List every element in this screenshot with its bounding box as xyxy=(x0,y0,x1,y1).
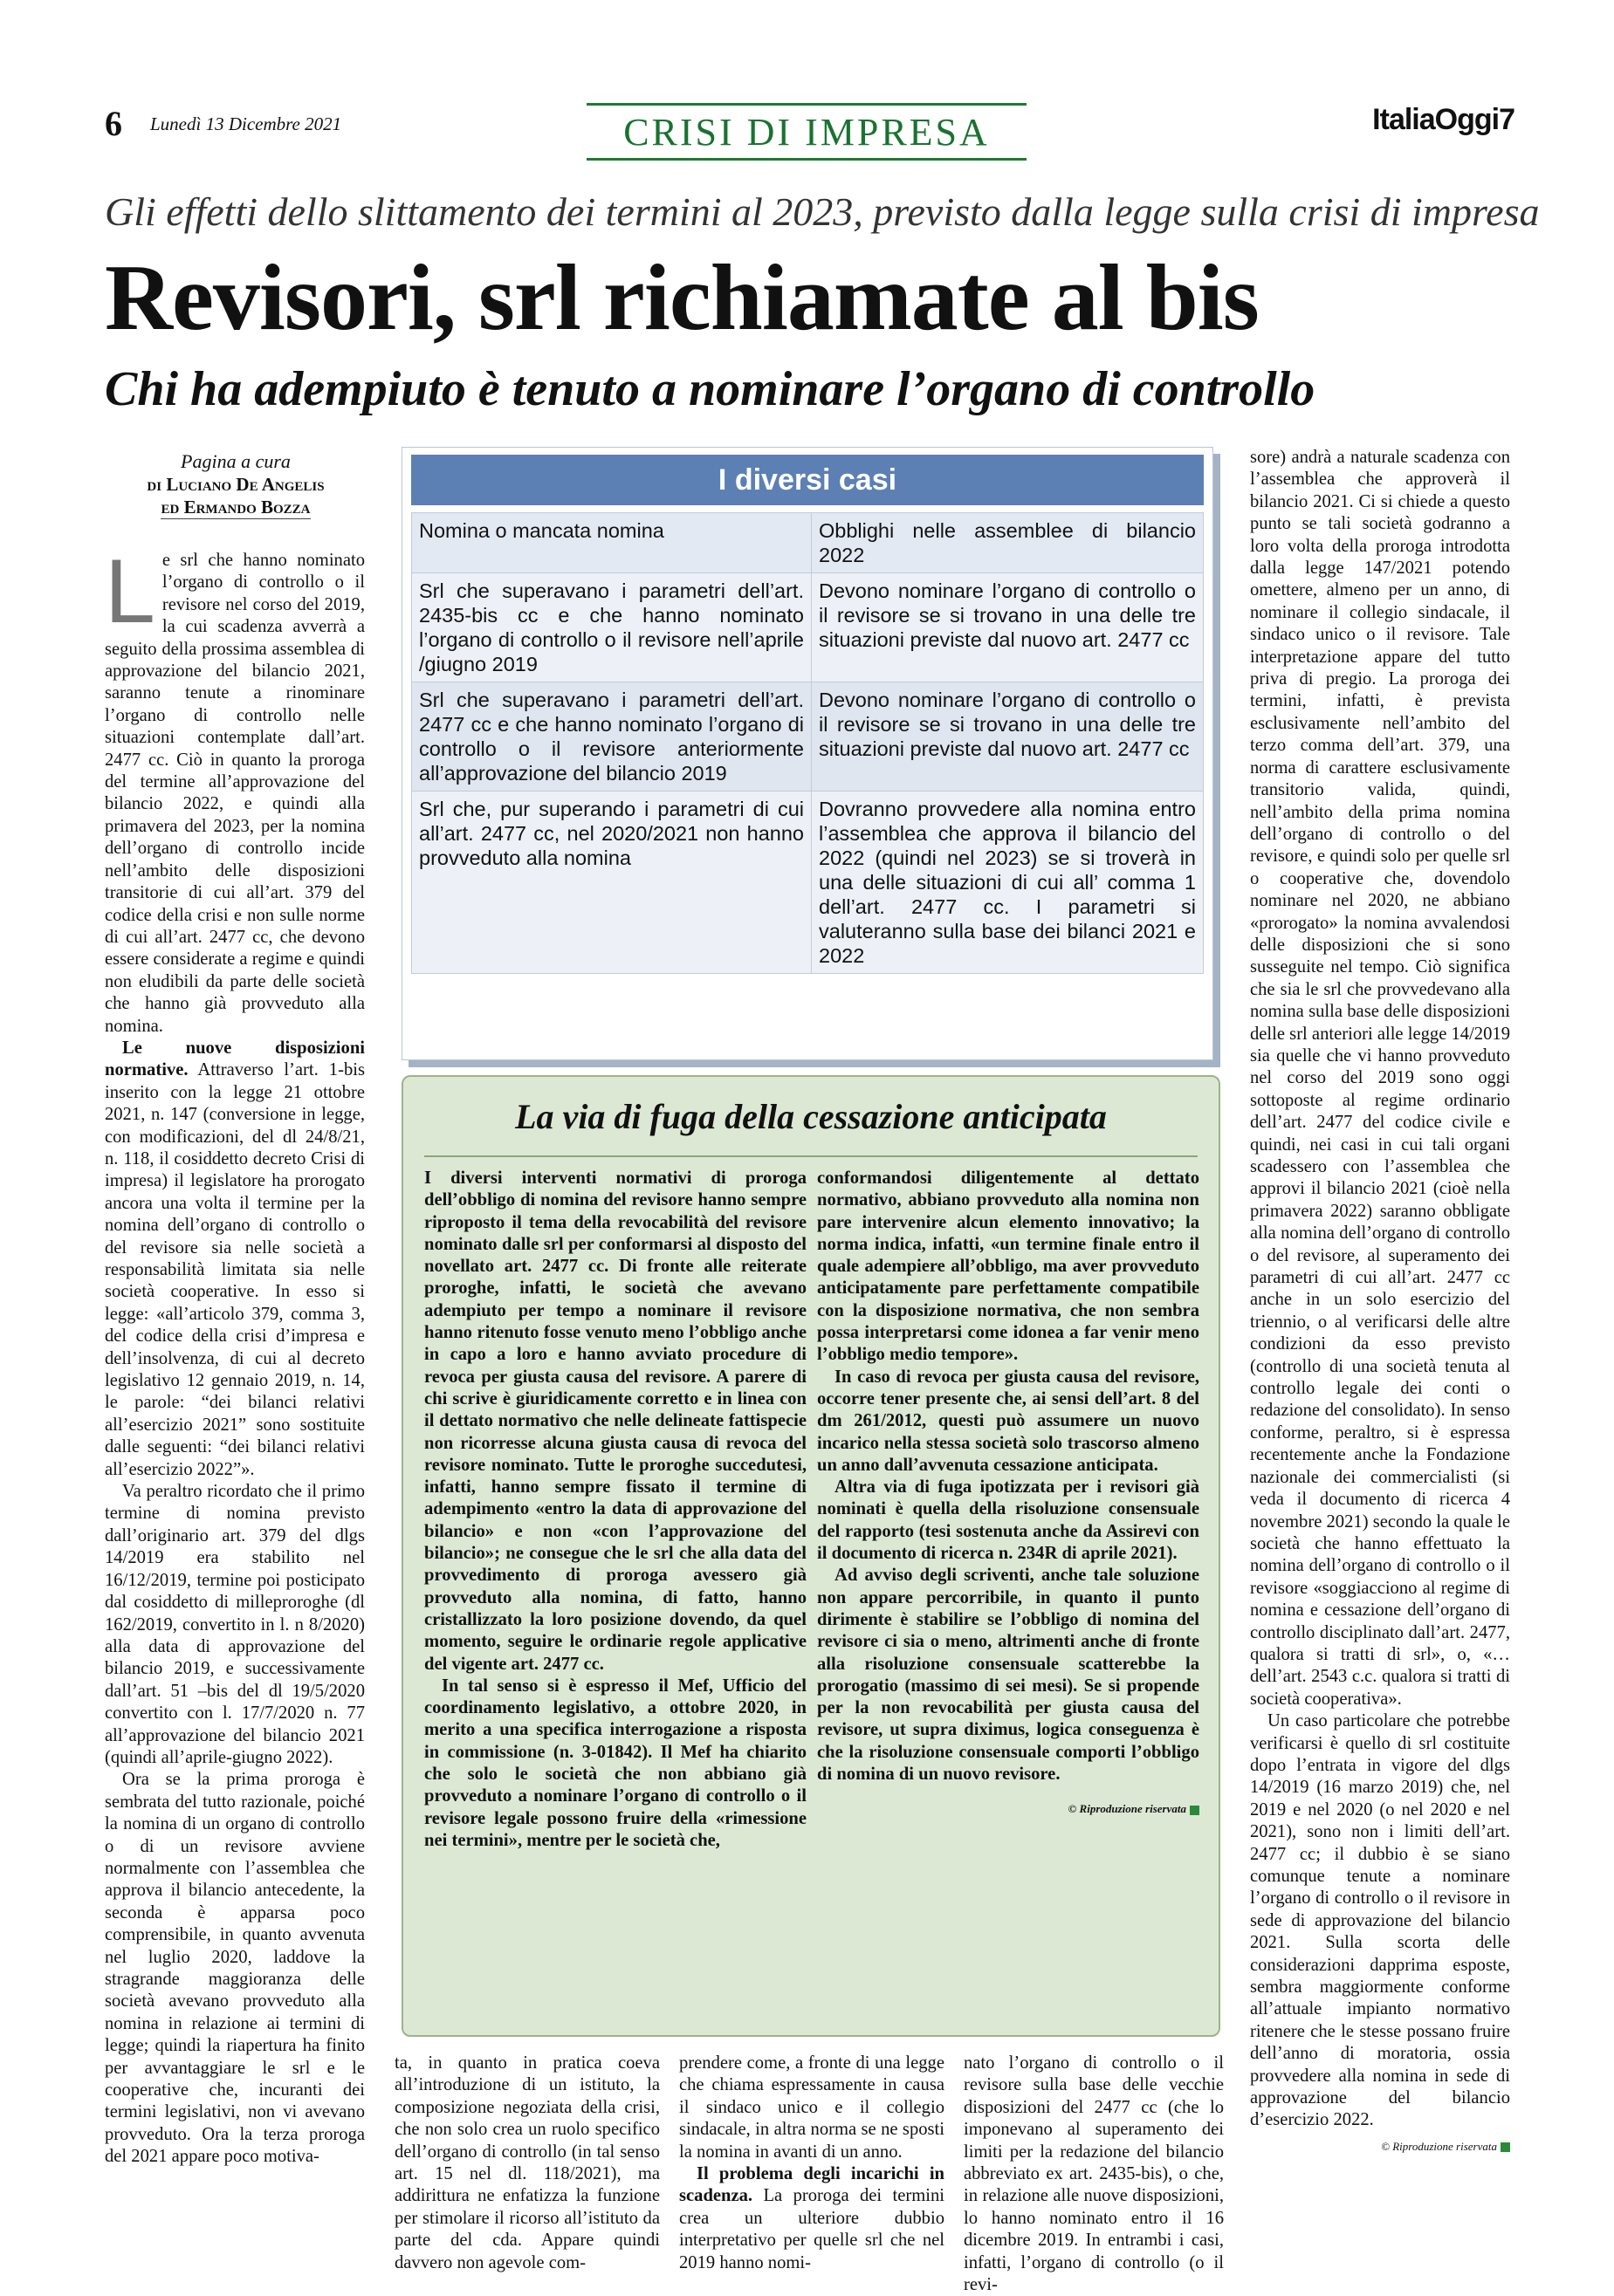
end-mark-icon xyxy=(1501,2142,1510,2152)
sidebar-column-left xyxy=(424,1168,807,1852)
paragraph: Il problema degli incarichi in scadenza. La proroga dei termini crea un ulteriore dubbio interpretativo per quelle srl che nel 2019 hanno nomi- xyxy=(679,2164,944,2272)
paragraph: ta, in quanto in pratica coeva all’introduzione di un istituto, la composizione negoziata della crisi, che non solo crea un ruolo specifico dell’organo di controllo (in tal senso art. 15 nel dl. 118/2021), ma addirittura ne enfatizza la funzione per stimolare il ricorso all’istituto da parte del cda. Appare quindi davvero non agevole com- xyxy=(395,2053,660,2272)
byline-author-2: ed Ermando Bozza xyxy=(161,497,311,517)
paragraph: Le nuove disposizioni normative. Attraverso l’art. 1-bis inserito con la legge 21 ottobre 2021, n. 147 (conversione in legge, con modificazioni, del dl 24/8/21, n. 118, il cosiddetto decreto Crisi di impresa) il legislatore ha prorogato ancora una volta il termine per la nomina dell’organo di controllo o del revisore sia nelle società a responsabilità limitata sia nelle società cooperative. In esso si legge: «all’articolo 379, comma 3, del codice della crisi d’impresa e dell’insolvenza, di cui al decreto legislativo 12 gennaio 2019, n. 14, le parole: “dei bilanci relativi all’esercizio 2021” sono sostituite dalle seguenti: “dei bilanci relativi all’esercizio 2022”». xyxy=(105,1038,365,1479)
issue-date: Lunedì 13 Dicembre 2021 xyxy=(150,113,342,134)
table-cell: Devono nominare l’organo di controllo o il revisore se si trovano in una delle tre situazioni previste dal nuovo art. 2477 cc xyxy=(812,573,1204,682)
table-header-cell: Nomina o mancata nomina xyxy=(412,513,812,573)
article-column-5 xyxy=(1250,447,1510,2157)
paragraph: nato l’organo di controllo o il revisore sulla base delle vecchie disposizioni del 2477 cc (che lo imponevano al superamento dei limiti per la redazione del bilancio abbreviato ex art. 2435-bis), o che, in relazione alle nuove disposizioni, lo hanno nominato entro il 16 dicembre 2019. In entrambi i casi, infatti, l’organo di controllo (o il revi- xyxy=(964,2053,1224,2295)
paragraph: Un caso particolare che potrebbe verificarsi è quello di srl costituite dopo l’entrata in vigore del dlgs 14/2019 (16 marzo 2019) che, nel 2019 e nel 2020 (o nel 2020 e nel 2021), sono non i limiti dell’art. 2477 cc; il dubbio è se siano comunque tenute a nominare l’organo di controllo o il revisore in sede di approvazione del bilancio 2021. Sulla scorta delle considerazioni dapprima esposte, sembra maggiormente conforme all’attuale impianto normativo ritenere che le stesse possano fruire dell’anno di moratoria, ossia provvedere alla nomina in sede di approvazione del bilancio d’esercizio 2022. xyxy=(1250,1711,1510,2130)
article-headline: Revisori, srl richiamate al bis xyxy=(105,246,1259,350)
table-row xyxy=(412,792,1204,974)
paragraph: Altra via di fuga ipotizzata per i revisori già nominati è quella della risoluzione consensuale del rapporto (tesi sostenuta anche da Assirevi con il documento di ricerca n. 234R di aprile 2021). xyxy=(817,1477,1199,1564)
sidebar-column-right xyxy=(817,1168,1199,1820)
paragraph: In caso di revoca per giusta causa del revisore, occorre tener presente che, ai sensi dell’art. 8 del dm 261/2012, questi può assumere un nuovo incarico nella stessa società solo trascorso almeno un anno dall’avvenuta cessazione anticipata. xyxy=(817,1367,1199,1475)
page-number: 6 xyxy=(105,104,122,143)
sidebar-divider xyxy=(424,1155,1198,1157)
copyright-note: © Riproduzione riservata xyxy=(817,1798,1199,1820)
table-title: I diversi casi xyxy=(411,455,1204,505)
table-cell: Dovranno provvedere alla nomina entro l’assemblea che approva il bilancio del 2022 (quindi nel 2023) se si troverà in una delle situazioni di cui all’ comma 1 dell’art. 2477 cc. I parametri si valuteranno sulla base dei bilanci 2021 e 2022 xyxy=(812,792,1204,974)
byline xyxy=(118,450,354,519)
table-cell: Srl che superavano i parametri dell’art. 2435-bis cc e che hanno nominato l’organo di controllo o il revisore nell’aprile /giugno 2019 xyxy=(412,573,812,682)
article-column-4 xyxy=(964,2053,1224,2296)
table-header-cell: Obblighi nelle assemblee di bilancio 2022 xyxy=(812,513,1204,573)
paragraph: Le srl che hanno nominato l’organo di controllo o il revisore nel corso del 2019, la cui scadenza avverrà a seguito della prossima assemblea di approvazione del bilancio 2021, saranno tenute a rinominare l’organo di controllo nelle situazioni contemplate dall’art. 2477 cc. Ciò in quanto la proroga del termine all’approvazione del bilancio 2022, e quindi alla primavera del 2023, per la nomina dell’organo di controllo incide nell’ambito delle disposizioni transitorie di cui all’art. 379 del codice della crisi e non sulle norme di cui all’art. 2477 cc, che devono essere considerate a regime e quindi non eludibili da parte delle società che hanno già provveduto alla nomina. xyxy=(105,541,365,1036)
section-heading: Le nuove disposizioni normative. xyxy=(105,1038,365,1080)
table-cell: Devono nominare l’organo di controllo o il revisore se si trovano in una delle tre situazioni previste dal nuovo art. 2477 cc xyxy=(812,682,1204,792)
paragraph: Ad avviso degli scriventi, anche tale soluzione non appare percorribile, in quanto il punto dirimente è stabilire se l’obbligo di nomina del revisore ci sia o meno, altrimenti anche di fronte alla risoluzione consensuale scatterebbe la prorogatio (massimo di sei mesi). Se si propende per la non revocabilità per giusta causa del revisore, ut supra diximus, logica conseguenza è che la risoluzione consensuale comporti l’obbligo di nomina di un nuovo revisore. xyxy=(817,1566,1199,1785)
drop-cap: L xyxy=(105,541,155,642)
section-heading: Il problema degli incarichi in scadenza. xyxy=(679,2164,944,2206)
cases-table-box xyxy=(402,447,1213,1060)
sidebar-box xyxy=(402,1075,1220,2037)
paragraph: conformandosi diligentemente al dettato normativo, abbiano provveduto alla nomina non pare intervenire alcun elemento innovativo; la norma indica, infatti, «un termine finale entro il quale adempiere all’obbligo, ma aver provveduto anticipatamente pare perfettamente compatibile con la disposizione normativa, che non sembra possa interpretarsi come idonea a far venir meno l’obbligo medio tempore». xyxy=(817,1169,1199,1365)
byline-label: Pagina a cura xyxy=(181,450,291,472)
paragraph: prendere come, a fronte di una legge che chiama espressamente in causa il sindaco unico e il collegio sindacale, in altra norma se ne sposti la nomina in avanti di un anno. xyxy=(679,2053,944,2162)
paragraph: Ora se la prima proroga è sembrata del tutto razionale, poiché la nomina di un organo di controllo o di un revisore avviene normalmente con l’assemblea che approva il bilancio antecedente, la seconda è apparsa poco comprensibile, in quanto avvenuta nel luglio 2020, laddove la stragrande maggioranza delle società avevano provveduto alla nomina in relazione ai termini di legge; quindi la riapertura ha finito per avvantaggiare le srl e le cooperative che, incuranti dei termini legislativi, non vi avevano provveduto. Ora la terza proroga del 2021 appare poco motiva- xyxy=(105,1770,365,2167)
sidebar-title: La via di fuga della cessazione anticipata xyxy=(515,1097,1107,1136)
table-header-row xyxy=(412,513,1204,573)
article-subheadline: Chi ha adempiuto è tenuto a nominare l’organo di controllo xyxy=(105,362,1315,416)
table-cell: Srl che, pur superando i parametri di cui all’art. 2477 cc, nel 2020/2021 non hanno provveduto alla nomina xyxy=(412,792,812,974)
copyright-note: © Riproduzione riservata xyxy=(1250,2135,1510,2157)
table-row xyxy=(412,573,1204,682)
paragraph: I diversi interventi normativi di proroga dell’obbligo di nomina del revisore hanno sempre riproposto il tema della revocabilità del revisore nominato dalle srl per conformarsi al disposto del novellato art. 2477 cc. Di fronte alle reiterate proroghe, infatti, le società che avevano adempiuto per tempo a nominare il revisore hanno ritenuto fosse venuto meno l’obbligo anche in capo a loro e hanno avviato procedure di revoca per giusta causa del revisore. A parere di chi scrive è giuridicamente corretto e in linea con il dettato normativo che nelle delineate fattispecie non ricorresse alcuna giusta causa di revoca del revisore nominato. Tutte le proroghe succedutesi, infatti, hanno sempre fissato il termine di adempimento «entro la data di approvazione del bilancio» e non «con l’approvazione del bilancio»; ne consegue che le srl che alla data del provvedimento di proroga avessero già provveduto alla nomina, di fatto, hanno cristallizzato la loro posizione dovendo, da quel momento, seguire le ordinarie regole applicative del vigente art. 2477 cc. xyxy=(424,1169,807,1674)
paragraph: Va peraltro ricordato che il primo termine di nomina previsto dall’originario art. 379 del dlgs 14/2019 era stabilito nel 16/12/2019, termine poi posticipato dal cosiddetto di milleproroghe (dl 162/2019, convertito in l. n 8/2020) alla data di approvazione del bilancio 2019, e successivamente dall’art. 51 –bis del dl 19/5/2020 convertito con l. 17/7/2020 n. 77 all’approvazione del bilancio 2021 (quindi all’aprile-giugno 2022). xyxy=(105,1482,365,1767)
newspaper-logo: ItaliaOggi7 xyxy=(1372,103,1514,136)
paragraph: sore) andrà a naturale scadenza con l’assemblea che approverà il bilancio 2021. Ci si chiede a questo punto se tali società godranno a loro volta della proroga introdotta dalla legge 147/2021 potendo omettere, almeno per un anno, di nominare il collegio sindacale, il sindaco unico o il revisore. Tale interpretazione appare del tutto priva di pregio. La proroga dei termini, infatti, è prevista esclusivamente nell’ambito del terzo comma dell’art. 379, una norma di carattere esclusivamente transitorio valida, quindi, nell’ambito della prima nomina dell’organo di controllo o del revisore, e quindi solo per quelle srl o cooperative che, dovendolo nominare nel 2020, ne abbiano «prorogato» la nomina avvalendosi delle disposizioni che si sono susseguite nel tempo. Ciò significa che sia le srl che provvedevano alla nomina sulla base delle disposizioni delle srl anteriori alle legge 14/2019 sia quelle che vi hanno provveduto nel corso del 2019 sono oggi sottoposte al regime ordinario dell’art. 2477 del codice civile e quindi, nei casi in cui tali organi scadessero con l’assemblea che approvi il bilancio 2021 (cioè nella primavera 2022) saranno obbligate alla nomina dell’organo di controllo o del revisore, al superamento dei parametri di cui all’art. 2477 cc anche in un solo esercizio del triennio, o al verificarsi delle altre condizioni da esso previsto (controllo di una società tenuta al controllo legale dei conti o redazione del consolidato). In senso conforme, peraltro, si è espressa recentemente anche la Fondazione nazionale dei commercialisti (si veda il documento di ricerca 4 novembre 2021) secondo la quale le società che hanno effettuato la nomina dell’organo di controllo o il revisore «soggiacciono al regime di nomina e cessazione dell’organo di controllo disciplinato dall’art. 2477, qualora si tratti di srl», o, «…dell’art. 2543 c.c. qualora si tratti di società cooperativa». xyxy=(1250,448,1510,1709)
article-column-3 xyxy=(679,2053,944,2274)
table-cell: Srl che superavano i parametri dell’art. 2477 cc e che hanno nominato l’organo di controllo o il revisore anteriormente all’approvazione del bilancio 2019 xyxy=(412,682,812,792)
byline-author-1: di Luciano De Angelis xyxy=(147,474,325,495)
section-title: CRISI DI IMPRESA xyxy=(587,103,1027,161)
end-mark-icon xyxy=(1190,1806,1199,1815)
article-kicker: Gli effetti dello slittamento dei termini al 2023, previsto dalla legge sulla crisi di impresa xyxy=(105,189,1540,234)
cases-table xyxy=(411,512,1204,974)
table-row xyxy=(412,682,1204,792)
article-column-1 xyxy=(105,541,365,2169)
article-column-2 xyxy=(395,2053,660,2274)
paragraph: In tal senso si è espresso il Mef, Ufficio del coordinamento legislativo, a ottobre 2020, in merito a una specifica interrogazione a risposta in commissione (n. 3-01842). Il Mef ha chiarito che solo le società che non abbiano già provveduto a nominare l’organo di controllo o il revisore legale possono fruire della «rimessione nei termini», mentre per le società che, xyxy=(424,1676,807,1850)
